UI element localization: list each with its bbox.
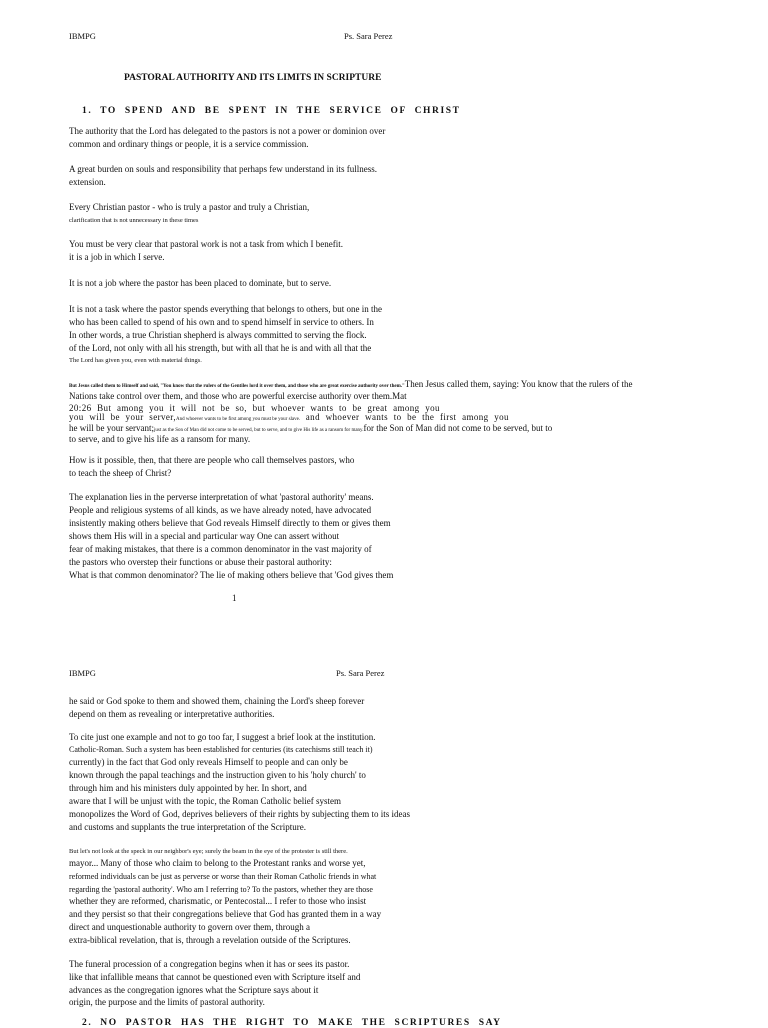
quote-large-text: for the Son of Man did not come to be served, but to xyxy=(363,423,553,433)
paragraph-line: You must be very clear that pastoral work is not a task from which I benefit. xyxy=(69,239,344,249)
paragraph-line: extension. xyxy=(69,177,106,187)
section-heading-1: 1. TO SPEND AND BE SPENT IN THE SERVICE OF CHRIST xyxy=(82,106,461,116)
paragraph-line: To cite just one example and not to go too far, I suggest a brief look at the institution. xyxy=(69,732,376,742)
paragraph-line: People and religious systems of all kinds, as we have already noted, have advocated xyxy=(69,505,372,515)
document-title: PASTORAL AUTHORITY AND ITS LIMITS IN SCRIPTURE xyxy=(124,73,382,83)
paragraph-line: advances as the congregation ignores what the Scripture says about it xyxy=(69,985,319,995)
paragraph-line: he said or God spoke to them and showed them, chaining the Lord's sheep forever xyxy=(69,696,365,706)
paragraph-line: Every Christian pastor - who is truly a pastor and truly a Christian, xyxy=(69,202,310,212)
paragraph-line: like that infallible means that cannot be questioned even with Scripture itself and xyxy=(69,972,361,982)
paragraph-line: the pastors who overstep their functions or abuse their pastoral authority: xyxy=(69,557,332,567)
quote-small-text: But Jesus called them to Himself and said, "You know that the rulers of the Gentiles lord it over them, and those who are great exercise authority over them." xyxy=(69,384,405,389)
paragraph-line: it is a job in which I serve. xyxy=(69,252,165,262)
paragraph-line: whether they are reformed, charismatic, or Pentecostal... I refer to those who insist xyxy=(69,896,367,906)
paragraph-line: to teach the sheep of Christ? xyxy=(69,468,172,478)
paragraph-line: origin, the purpose and the limits of pastoral authority. xyxy=(69,997,265,1007)
paragraph-line: insistently making others believe that God reveals Himself directly to them or gives them xyxy=(69,518,391,528)
quote-large-text: he will be your servant; xyxy=(69,423,154,433)
paragraph-line: who has been called to spend of his own and to spend himself in service to others. In xyxy=(69,317,374,327)
paragraph-line: fear of making mistakes, that there is a common denominator in the vast majority of xyxy=(69,544,372,554)
paragraph-line: But let's not look at the speck in our neighbor's eye; surely the beam in the eye of the protester is still there. xyxy=(69,848,348,855)
paragraph-line: currently) in the fact that God only reveals Himself to people and can only be xyxy=(69,757,348,767)
paragraph-line: It is not a job where the pastor has been placed to dominate, but to serve. xyxy=(69,278,332,288)
paragraph-line: reformed individuals can be just as perverse or worse than their Roman Catholic friends in what xyxy=(69,872,377,881)
paragraph-line: monopolizes the Word of God, deprives believers of their rights by subjecting them to its ideas xyxy=(69,809,411,819)
paragraph-line: of the Lord, not only with all his strength, but with all that he is and with all that the xyxy=(69,343,372,353)
paragraph-line: common and ordinary things or people, it is a service commission. xyxy=(69,139,309,149)
page2-header-left: IBMPG xyxy=(69,668,96,678)
page1-header-right: Ps. Sara Perez xyxy=(344,31,393,41)
paragraph-line: In other words, a true Christian shepherd is always committed to serving the flock. xyxy=(69,330,367,340)
paragraph-line: through him and his ministers duly appointed by her. In short, and xyxy=(69,783,307,793)
paragraph-line: aware that I will be unjust with the topic, the Roman Catholic belief system xyxy=(69,796,341,806)
page-number: 1 xyxy=(232,593,237,603)
paragraph-line: depend on them as revealing or interpretative authorities. xyxy=(69,709,275,719)
paragraph-line: and they persist so that their congregations believe that God has granted them in a way xyxy=(69,909,382,919)
paragraph-line: Catholic-Roman. Such a system has been established for centuries (its catechisms still teach it) xyxy=(69,745,373,754)
paragraph-line: direct and unquestionable authority to govern over them, through a xyxy=(69,922,310,932)
paragraph-line: The funeral procession of a congregation begins when it has or sees its pastor. xyxy=(69,959,350,969)
paragraph-line: extra-biblical revelation, that is, through a revelation outside of the Scriptures. xyxy=(69,935,351,945)
quote-small-text: just as the Son of Man did not come to be served, but to serve, and to give His life as a ransom for many. xyxy=(153,428,364,433)
page1-header-left: IBMPG xyxy=(69,31,96,41)
paragraph-line: shows them His will in a special and particular way One can assert without xyxy=(69,531,340,541)
paragraph-line: mayor... Many of those who claim to belong to the Protestant ranks and worse yet, xyxy=(69,858,366,868)
quote-large-text: you will be your server, xyxy=(69,412,176,422)
quote-line: Nations take control over them, and those who are powerful exercise authority over them.Mat xyxy=(69,391,407,401)
paragraph-line: It is not a task where the pastor spends everything that belongs to others, but one in the xyxy=(69,304,382,314)
quote-line: 20:26 But among you it will not be so, but whoever wants to be great among you xyxy=(69,403,440,413)
paragraph-line: known through the papal teachings and the instruction given to his 'holy church' to xyxy=(69,770,366,780)
quote-large-text: Then Jesus called them, saying: You know that the rulers of the xyxy=(404,379,633,389)
paragraph-line: What is that common denominator? The lie of making others believe that 'God gives them xyxy=(69,570,394,580)
paragraph-line: and customs and supplants the true interpretation of the Scripture. xyxy=(69,822,306,832)
paragraph-line: The explanation lies in the perverse interpretation of what 'pastoral authority' means. xyxy=(69,492,374,502)
quote-line: to serve, and to give his life as a ransom for many. xyxy=(69,434,251,444)
paragraph-line: regarding the 'pastoral authority'. Who am I referring to? To the pastors, whether they are those xyxy=(69,885,373,894)
paragraph-line: How is it possible, then, that there are people who call themselves pastors, who xyxy=(69,455,355,465)
paragraph-line: A great burden on souls and responsibility that perhaps few understand in its fullness. xyxy=(69,164,377,174)
paragraph-line: The authority that the Lord has delegated to the pastors is not a power or dominion over xyxy=(69,126,386,136)
quote-large-text: and whoever wants to be the first among you xyxy=(300,412,509,422)
page2-header-right: Ps. Sara Perez xyxy=(336,668,385,678)
section-heading-2: 2. NO PASTOR HAS THE RIGHT TO MAKE THE SCRIPTURES SAY xyxy=(82,1018,502,1028)
paragraph-line: The Lord has given you, even with material things. xyxy=(69,357,202,364)
quote-small-text: And whoever wants to be first among you must be your slave. xyxy=(175,417,301,422)
paragraph-line: clarification that is not unnecessary in these times xyxy=(69,217,199,224)
